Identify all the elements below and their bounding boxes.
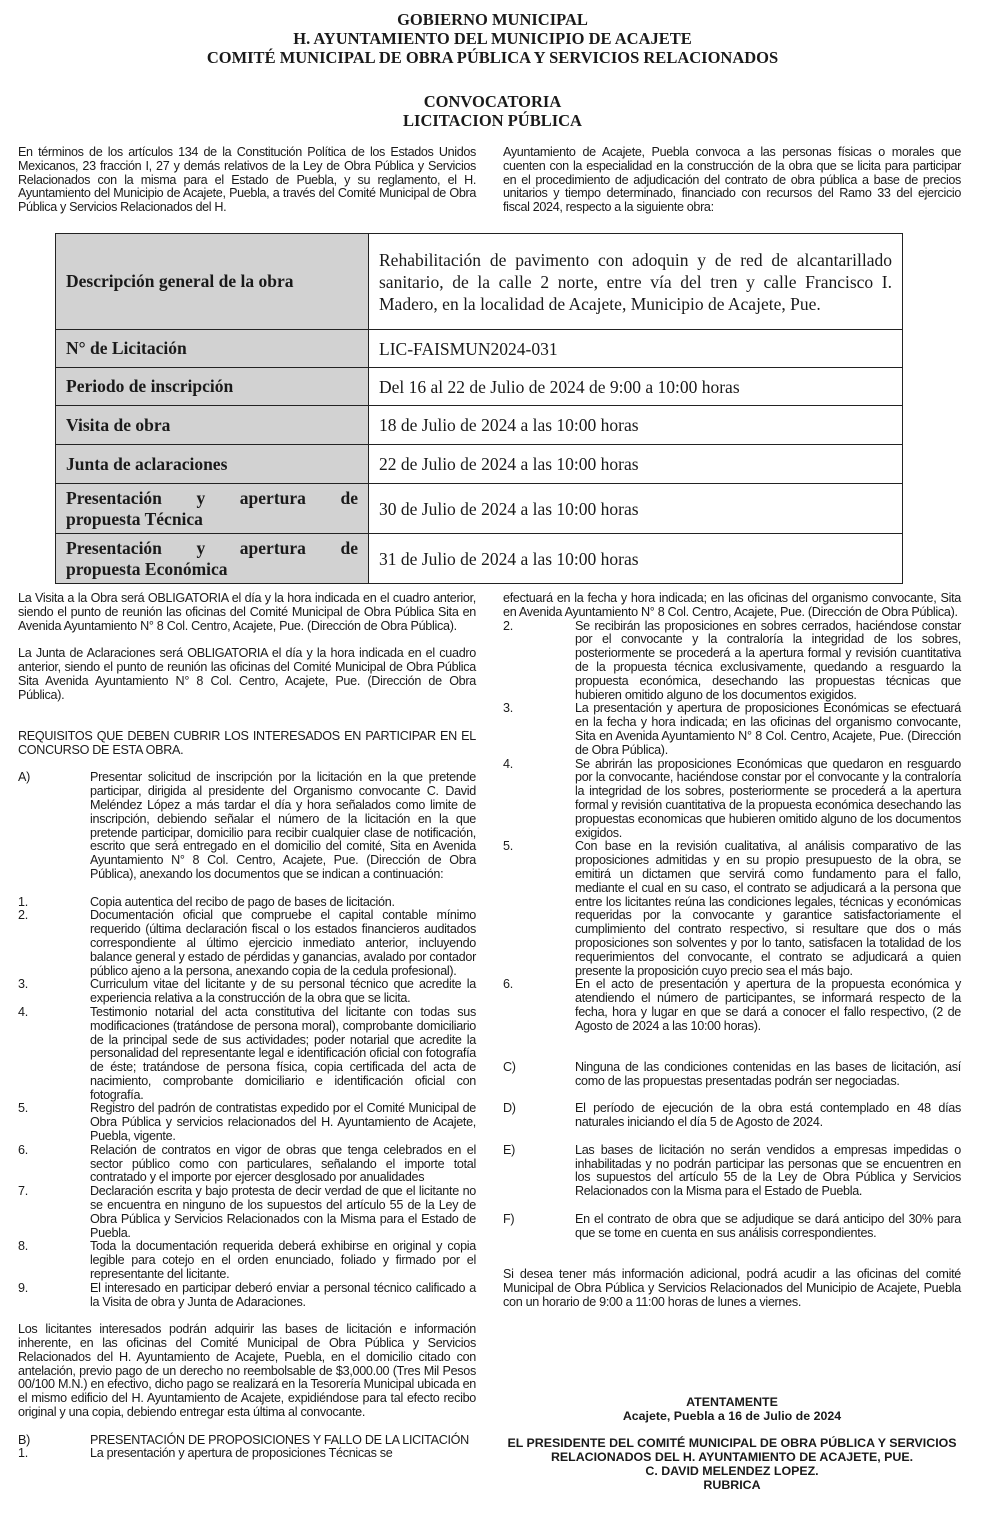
tec-label-w2: y	[196, 487, 206, 508]
left-column	[18, 592, 476, 1461]
item-text: Curriculum vitae del licitante y de su personal técnico que acredite la experiencia relativa a la construcción de la obra que se licita.	[90, 977, 476, 1006]
list-item	[503, 702, 961, 757]
right-column	[503, 592, 961, 1309]
item-text: Declaración escrita y bajo protesta de decir verdad de que el licitante no se encuentra en ninguno de los supuestos del artículo 55 de la Ley de Obra Pública y Servicios Relacionados con la Misma para el Estado de Puebla.	[90, 1184, 476, 1240]
visita-paragraph: La Visita a la Obra será OBLIGATORIA el día y la hora indicada en el cuadro anterior, siendo el punto de reunión las oficinas del Comité Municipal de Obra Pública Sita en Avenida Ayuntamiento N° 8 Col. Centro, Acajete, Pue. (Dirección de Obra Pública).	[18, 591, 476, 633]
eco-label	[56, 534, 369, 584]
sig-atentamente: ATENTAMENTE	[686, 1395, 778, 1409]
insc-value: Del 16 al 22 de Julio de 2024 de 9:00 a 10:00 horas	[369, 368, 903, 406]
list-item	[503, 1102, 961, 1130]
bases-paragraph: Los licitantes interesados podrán adquirir las bases de licitación e información inherente, en las oficinas del Comité Municipal de Obra Pública y Servicios Relacionados del H. Ayuntamiento de Acajete, Puebla, en el domicilio citado con antelación, previo pago de un derecho no reembolsable de $3,000.00 (Tres Mil Pesos 00/100 M.N.) en efectivo, dicho pago se realizará en la Tesorería Municipal ubicada en el mismo edificio del H. Ayuntamiento de Acajete, expidiéndose para tal efecto recibo original y una copia, debiendo entregar esta última al convocante.	[18, 1322, 476, 1420]
item-text: Toda la documentación requerida deberá exhibirse en original y copia legible para cotejo en el orden enunciado, foliado y firmado por el representante del licitante.	[90, 1239, 476, 1282]
list-item	[18, 771, 476, 881]
list-item	[503, 1061, 961, 1089]
header-comite: COMITÉ MUNICIPAL DE OBRA PÚBLICA Y SERVICIOS RELACIONADOS	[206, 48, 779, 67]
list-item	[18, 1144, 476, 1185]
item-text: Relación de contratos en vigor de obras que tenga celebrados en el sector público como con particulares, señalando el importe total contratado y el importe por ejercer desglosado por anualidades	[90, 1142, 476, 1185]
list-item	[18, 1282, 476, 1310]
list-item	[18, 896, 476, 910]
sig-name: C. DAVID MELENDEZ LOPEZ.	[645, 1463, 819, 1478]
item-text: Documentación oficial que compruebe el capital contable mínimo requerido (última declaración fiscal o los estados financieros auditados correspondiente al último ejercicio inmediato anterior, incluyendo balance general y estado de pérdidas y ganancias, avalado por contador público ajeno a la persona, anexando copia de la cedula profesional).	[90, 908, 476, 978]
list-item	[18, 1185, 476, 1240]
list-item	[18, 1006, 476, 1103]
eco-label-w1: Presentación	[66, 537, 162, 558]
desc-label: Descripción general de la obra	[56, 234, 369, 330]
insc-label: Periodo de inscripción	[56, 368, 369, 406]
item-number: 4.	[18, 1004, 28, 1019]
item-number: 3.	[18, 977, 28, 992]
table-row	[56, 534, 903, 584]
intro-right: Ayuntamiento de Acajete, Puebla convoca a las personas físicas o morales que cuenten con la especialidad en la construcción de la obra que se licita para participar en el procedimiento de adjudicación del contrato de obra pública a base de precios unitarios y tiempo determinado, financiado con recursos del Ramo 33 del ejercicio fiscal 2024, respecto a la siguiente obra:	[503, 145, 961, 215]
list-item	[503, 620, 961, 703]
item-number: 6.	[503, 977, 513, 992]
table-row	[56, 406, 903, 445]
header-ayuntamiento: H. AYUNTAMIENTO DEL MUNICIPIO DE ACAJETE	[293, 29, 692, 48]
eco-label-w3: apertura	[239, 537, 306, 558]
list-item	[18, 909, 476, 978]
item-number: D)	[503, 1101, 516, 1116]
list-item	[503, 840, 961, 978]
junta-paragraph: La Junta de Aclaraciones será OBLIGATORIA el día y la hora indicada en el cuadro anterior, siendo el punto de reunión las oficinas del Comité Municipal de Obra Pública Sita Avenida Ayuntamiento N° 8 Col. Centro, Acajete, Pue. (Dirección de Obra Pública).	[18, 646, 476, 702]
junta-value: 22 de Julio de 2024 a las 10:00 horas	[369, 445, 903, 484]
lic-label: N° de Licitación	[56, 330, 369, 368]
item-text: La presentación y apertura de proposiciones Técnicas se	[90, 1446, 393, 1461]
item-text: El interesado en participar deberó enviar a personal técnico calificado a la Visita de obra y Junta de Adaraciones.	[90, 1280, 476, 1309]
document-title	[0, 92, 985, 130]
list-item	[18, 1447, 476, 1461]
list-item	[18, 1240, 476, 1281]
tec-label	[56, 484, 369, 534]
sig-title-line1: EL PRESIDENTE DEL COMITÉ MUNICIPAL DE OBRA PÚBLICA Y SERVICIOS	[507, 1436, 957, 1451]
signature-block	[503, 1396, 961, 1493]
item-text: Copia autentica del recibo de pago de bases de licitación.	[90, 894, 395, 909]
item-text: PRESENTACIÓN DE PROPOSICIONES Y FALLO DE LA LICITACIÓN	[90, 1432, 469, 1447]
intro-left: En términos de los artículos 134 de la Constitución Política de los Estados Unidos Mexicanos, 23 fracción I, 27 y demás relativos de la Ley de Obra Pública y Servicios Relacionados con la misma para el Estado de Puebla, y su reglamento, el H. Ayuntamiento del Municipio de Acajete, Puebla, a través del Comité Municipal de Obra Pública y Servicios Relacionados del H.	[18, 145, 476, 215]
item-text: Se abrirán las proposiciones Económicas que quedaron en resguardo por la convocante, haciéndose constar por el convocante y la contraloría la integridad de los sobres, posteriormente se procederá a la apertura formal y revisión cuantitativa de la propuesta económica desechando las propuestas economicas que hubieren omitido alguno de los documentos exigidos.	[575, 756, 961, 840]
list-item	[503, 978, 961, 1033]
eco-label-line2: propuesta Económica	[66, 558, 228, 579]
obra-table	[55, 233, 903, 584]
list-item	[503, 758, 961, 841]
item-number: 7.	[18, 1184, 28, 1199]
info-paragraph: Si desea tener más información adicional, podrá acudir a las oficinas del comité Municipal de Obra Pública y Servicios Relacionados del Municipio de Acajete, Puebla con un horario de 9:00 a 11:00 horas de lunes a viernes.	[503, 1267, 961, 1309]
item-number: 5.	[18, 1101, 28, 1116]
item-text: Ninguna de las condiciones contenidas en las bases de licitación, así como de las propuestas presentadas podrán ser negociadas.	[575, 1060, 961, 1088]
item-number: B)	[18, 1432, 30, 1447]
item-text: En el acto de presentación y apertura de la propuesta económica y atendiendo el número de participantes, se informará respecto de la fecha, hora y lugar en que se dará a conocer el fallo respectivo, (2 de Agosto de 2024 a las 10:00 horas).	[575, 977, 961, 1033]
item-text: Se recibirán las proposiciones en sobres cerrados, haciéndose constar por el convocante y la contraloría la integridad de los sobres, posteriormente se procederá a la apertura formal y revisión cuantitativa de la propuesta técnica exclusivamente, quedando a resguardo la propuesta económica, desechando las propuestas técnicas que hubieren omitido alguno de los documentos exigidos.	[575, 618, 961, 702]
item-number: 6.	[18, 1142, 28, 1157]
table-row	[56, 368, 903, 406]
item-text: La presentación y apertura de proposiciones Económicas se efectuará en la fecha y hora indicada; en las oficinas del organismo convocante, Sita en Avenida Ayuntamiento N° 8 Col. Centro, Acajete, Pue. (Dirección de Obra Pública).	[575, 701, 961, 757]
item-text: En el contrato de obra que se adjudique se dará anticipo del 30% para que se tome en cuenta en sus análisis correspondientes.	[575, 1211, 961, 1240]
table-row	[56, 484, 903, 534]
item-text: Con base en la revisión cualitativa, al análisis comparativo de las proposiciones admitidas y en su propio presupuesto de la obra, se emitirá un dictamen que servirá como fundamento para el fallo, mediante el cual en su caso, el contrato se adjudicará a la persona que entre los licitantes reúna las condiciones legales, técnicas y económicas requeridas por la convocante y garantice satisfactoriamente el cumplimiento del contrato respectivo, si resultare que dos o más proposiciones son solventes y por lo tanto, satisfacen la totalidad de los requerimientos del convocante, el contrato se adjudicará a quien presente la proposición cuyo precio sea el más bajo.	[575, 839, 961, 978]
list-item	[18, 978, 476, 1006]
header-gobierno: GOBIERNO MUNICIPAL	[397, 10, 588, 29]
item-number: F)	[503, 1211, 515, 1226]
table-row	[56, 330, 903, 368]
item-number: 1.	[18, 1446, 28, 1461]
sig-rubrica: RUBRICA	[703, 1477, 761, 1492]
item-number: 2.	[503, 618, 513, 633]
item-number: 8.	[18, 1239, 28, 1254]
table-row	[56, 234, 903, 330]
list-item	[503, 1144, 961, 1199]
sig-title-line2: RELACIONADOS DEL H. AYUNTAMIENTO DE ACAJETE, PUE.	[550, 1450, 914, 1465]
item-number: 3.	[503, 701, 513, 716]
lic-value: LIC-FAISMUN2024-031	[369, 330, 903, 368]
list-item	[18, 1434, 476, 1448]
tec-label-w4: de	[340, 487, 358, 508]
junta-label: Junta de aclaraciones	[56, 445, 369, 484]
item-number: E)	[503, 1142, 515, 1157]
item-number: 1.	[18, 894, 28, 909]
item-number: A)	[18, 770, 30, 785]
document-header	[0, 10, 985, 67]
eco-label-w2: y	[196, 537, 206, 558]
sig-place-date: Acajete, Puebla a 16 de Julio de 2024	[622, 1408, 842, 1423]
list-item	[503, 1213, 961, 1241]
item-number: 9.	[18, 1280, 28, 1295]
title-licitacion: LICITACION PÚBLICA	[403, 111, 582, 130]
eco-value: 31 de Julio de 2024 a las 10:00 horas	[369, 534, 903, 584]
table-row	[56, 445, 903, 484]
b1-continuation: efectuará en la fecha y hora indicada; en las oficinas del organismo convocante, Sita en Avenida Ayuntamiento N° 8 Col. Centro, Acajete, Pue. (Dirección de Obra Pública).	[503, 591, 961, 619]
item-number: 4.	[503, 756, 513, 771]
title-convocatoria: CONVOCATORIA	[423, 92, 562, 111]
requisitos-heading: REQUISITOS QUE DEBEN CUBRIR LOS INTERESADOS EN PARTICIPAR EN EL CONCURSO DE ESTA OBRA.	[18, 728, 476, 757]
item-number: 5.	[503, 839, 513, 854]
tec-value: 30 de Julio de 2024 a las 10:00 horas	[369, 484, 903, 534]
tec-label-w3: apertura	[239, 487, 306, 508]
tec-label-line2: propuesta Técnica	[66, 508, 203, 529]
item-text: Las bases de licitación no serán vendidos a empresas impedidas o inhabilitadas y no podrán participar las personas que se encuentren en los supuestos del artículo 55 de la Ley de Obra Pública y Servicios Relacionados con la Misma para el Estado de Puebla.	[575, 1142, 961, 1199]
visita-value: 18 de Julio de 2024 a las 10:00 horas	[369, 406, 903, 445]
item-number: 2.	[18, 908, 28, 923]
tec-label-w1: Presentación	[66, 487, 162, 508]
item-text: Registro del padrón de contratistas expedido por el Comité Municipal de Obra Pública y servicios relacionados del H. Ayuntamiento de Acajete, Puebla, vigente.	[90, 1101, 476, 1144]
item-number: C)	[503, 1060, 516, 1075]
item-text: Presentar solicitud de inscripción por la licitación en la que pretende participar, dirigida al presidente del Organismo convocante C. David Meléndez López a más tardar el día y hora señalados como limite de inscripción, debiendo señalar el número de la licitación en la que pretende participar, domicilio para recibir cualquier clase de notificación, escrito que será entregado en el domicilio del comité, Sita en Avenida Ayuntamiento N° 8 Col. Centro, Acajete, Pue. (Dirección de Obra Pública), anexando los documentos que se indican a continuación:	[90, 770, 476, 881]
list-item	[18, 1102, 476, 1143]
desc-value: Rehabilitación de pavimento con adoquin y de red de alcantarillado sanitario, de la calle 2 norte, entre vía del tren y calle Francisco I. Madero, en la localidad de Acajete, Municipio de Acajete, Pue.	[369, 234, 903, 330]
eco-label-w4: de	[340, 537, 358, 558]
visita-label: Visita de obra	[56, 406, 369, 445]
item-text: Testimonio notarial del acta constitutiva del licitante con todas sus modificaciones (tratándose de persona moral), comprobante domiciliario de la principal sede de sus actividades; poder notarial que acredite la personalidad del representante legal e identificación oficial con fotografía de éste; tratándose de persona física, copia certificada del acta de nacimiento, comprobante domiciliario e identificación oficial con fotografía.	[90, 1004, 476, 1102]
item-text: El período de ejecución de la obra está contemplado en 48 días naturales iniciando el día 5 de Agosto de 2024.	[575, 1101, 961, 1130]
